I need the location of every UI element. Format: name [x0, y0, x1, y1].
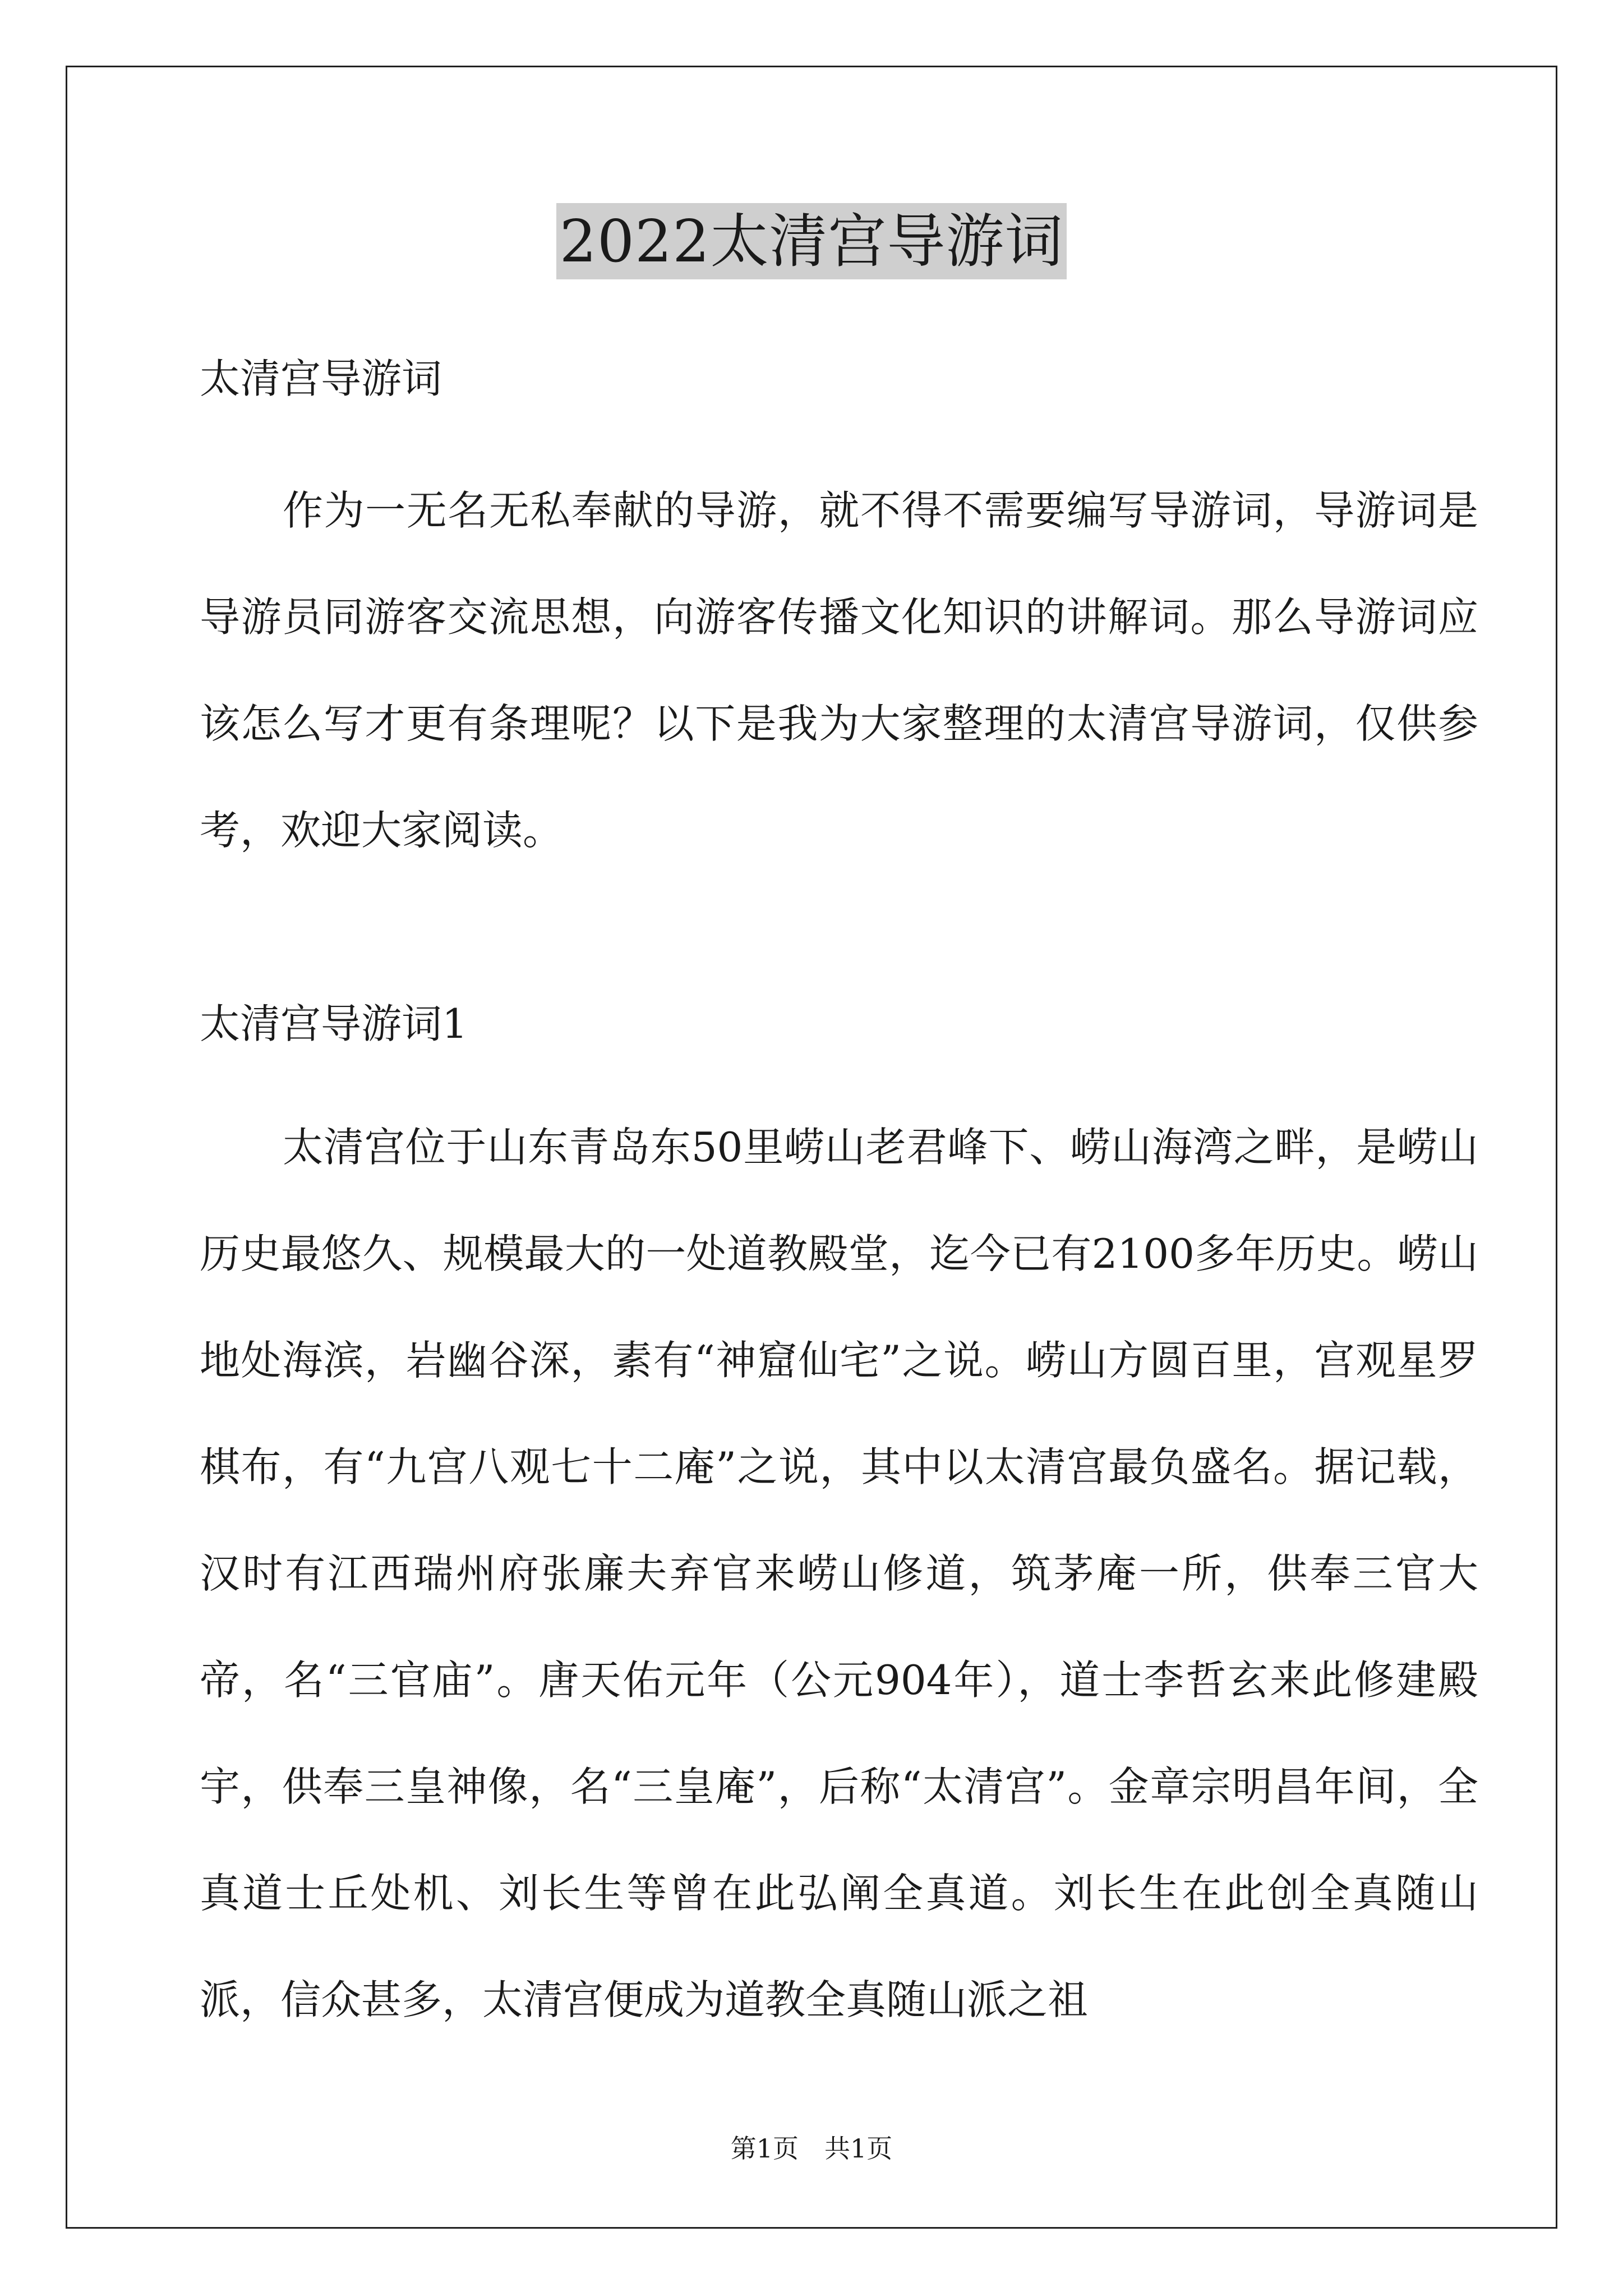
- section-paragraph: 太清宫位于山东青岛东50里崂山老君峰下、崂山海湾之畔，是崂山历史最悠久、规模最大的一处道教殿堂，迄今已有2100多年历史。崂山地处海滨，岩幽谷深，素有“神窟仙宅”之说。崂山方圆百里，宫观星罗棋布，有“九宫八观七十二庵”之说，其中以太清宫最负盛名。据记载，汉时有江西瑞州府张廉夫弃官来崂山修道，筑茅庵一所，供奉三官大帝，名“三官庙”。唐天佑元年（公元904年），道士李哲玄来此修建殿宇，供奉三皇神像，名“三皇庵”，后称“太清宫”。金章宗明昌年间，全真道士丘处机、刘长生等曾在此弘阐全真道。刘长生在此创全真随山派，信众甚多，太清宫便成为道教全真随山派之祖: [200, 1124, 1478, 2023]
- title-wrap: [0, 203, 1623, 279]
- section-heading: 太清宫导游词1: [200, 1000, 468, 1047]
- section-heading: 太清宫导游词: [200, 355, 442, 402]
- section-paragraph: 作为一无名无私奉献的导游，就不得不需要编写导游词，导游词是导游员同游客交流思想，向游客传播文化知识的讲解词。那么导游词应该怎么写才更有条理呢？以下是我为大家整理的太清宫导游词，仅供参考，欢迎大家阅读。: [200, 487, 1478, 854]
- document-body: [200, 345, 1478, 2053]
- document-title: 2022太清宫导游词: [556, 203, 1067, 279]
- page-footer: 第1页 共1页: [730, 2133, 893, 2164]
